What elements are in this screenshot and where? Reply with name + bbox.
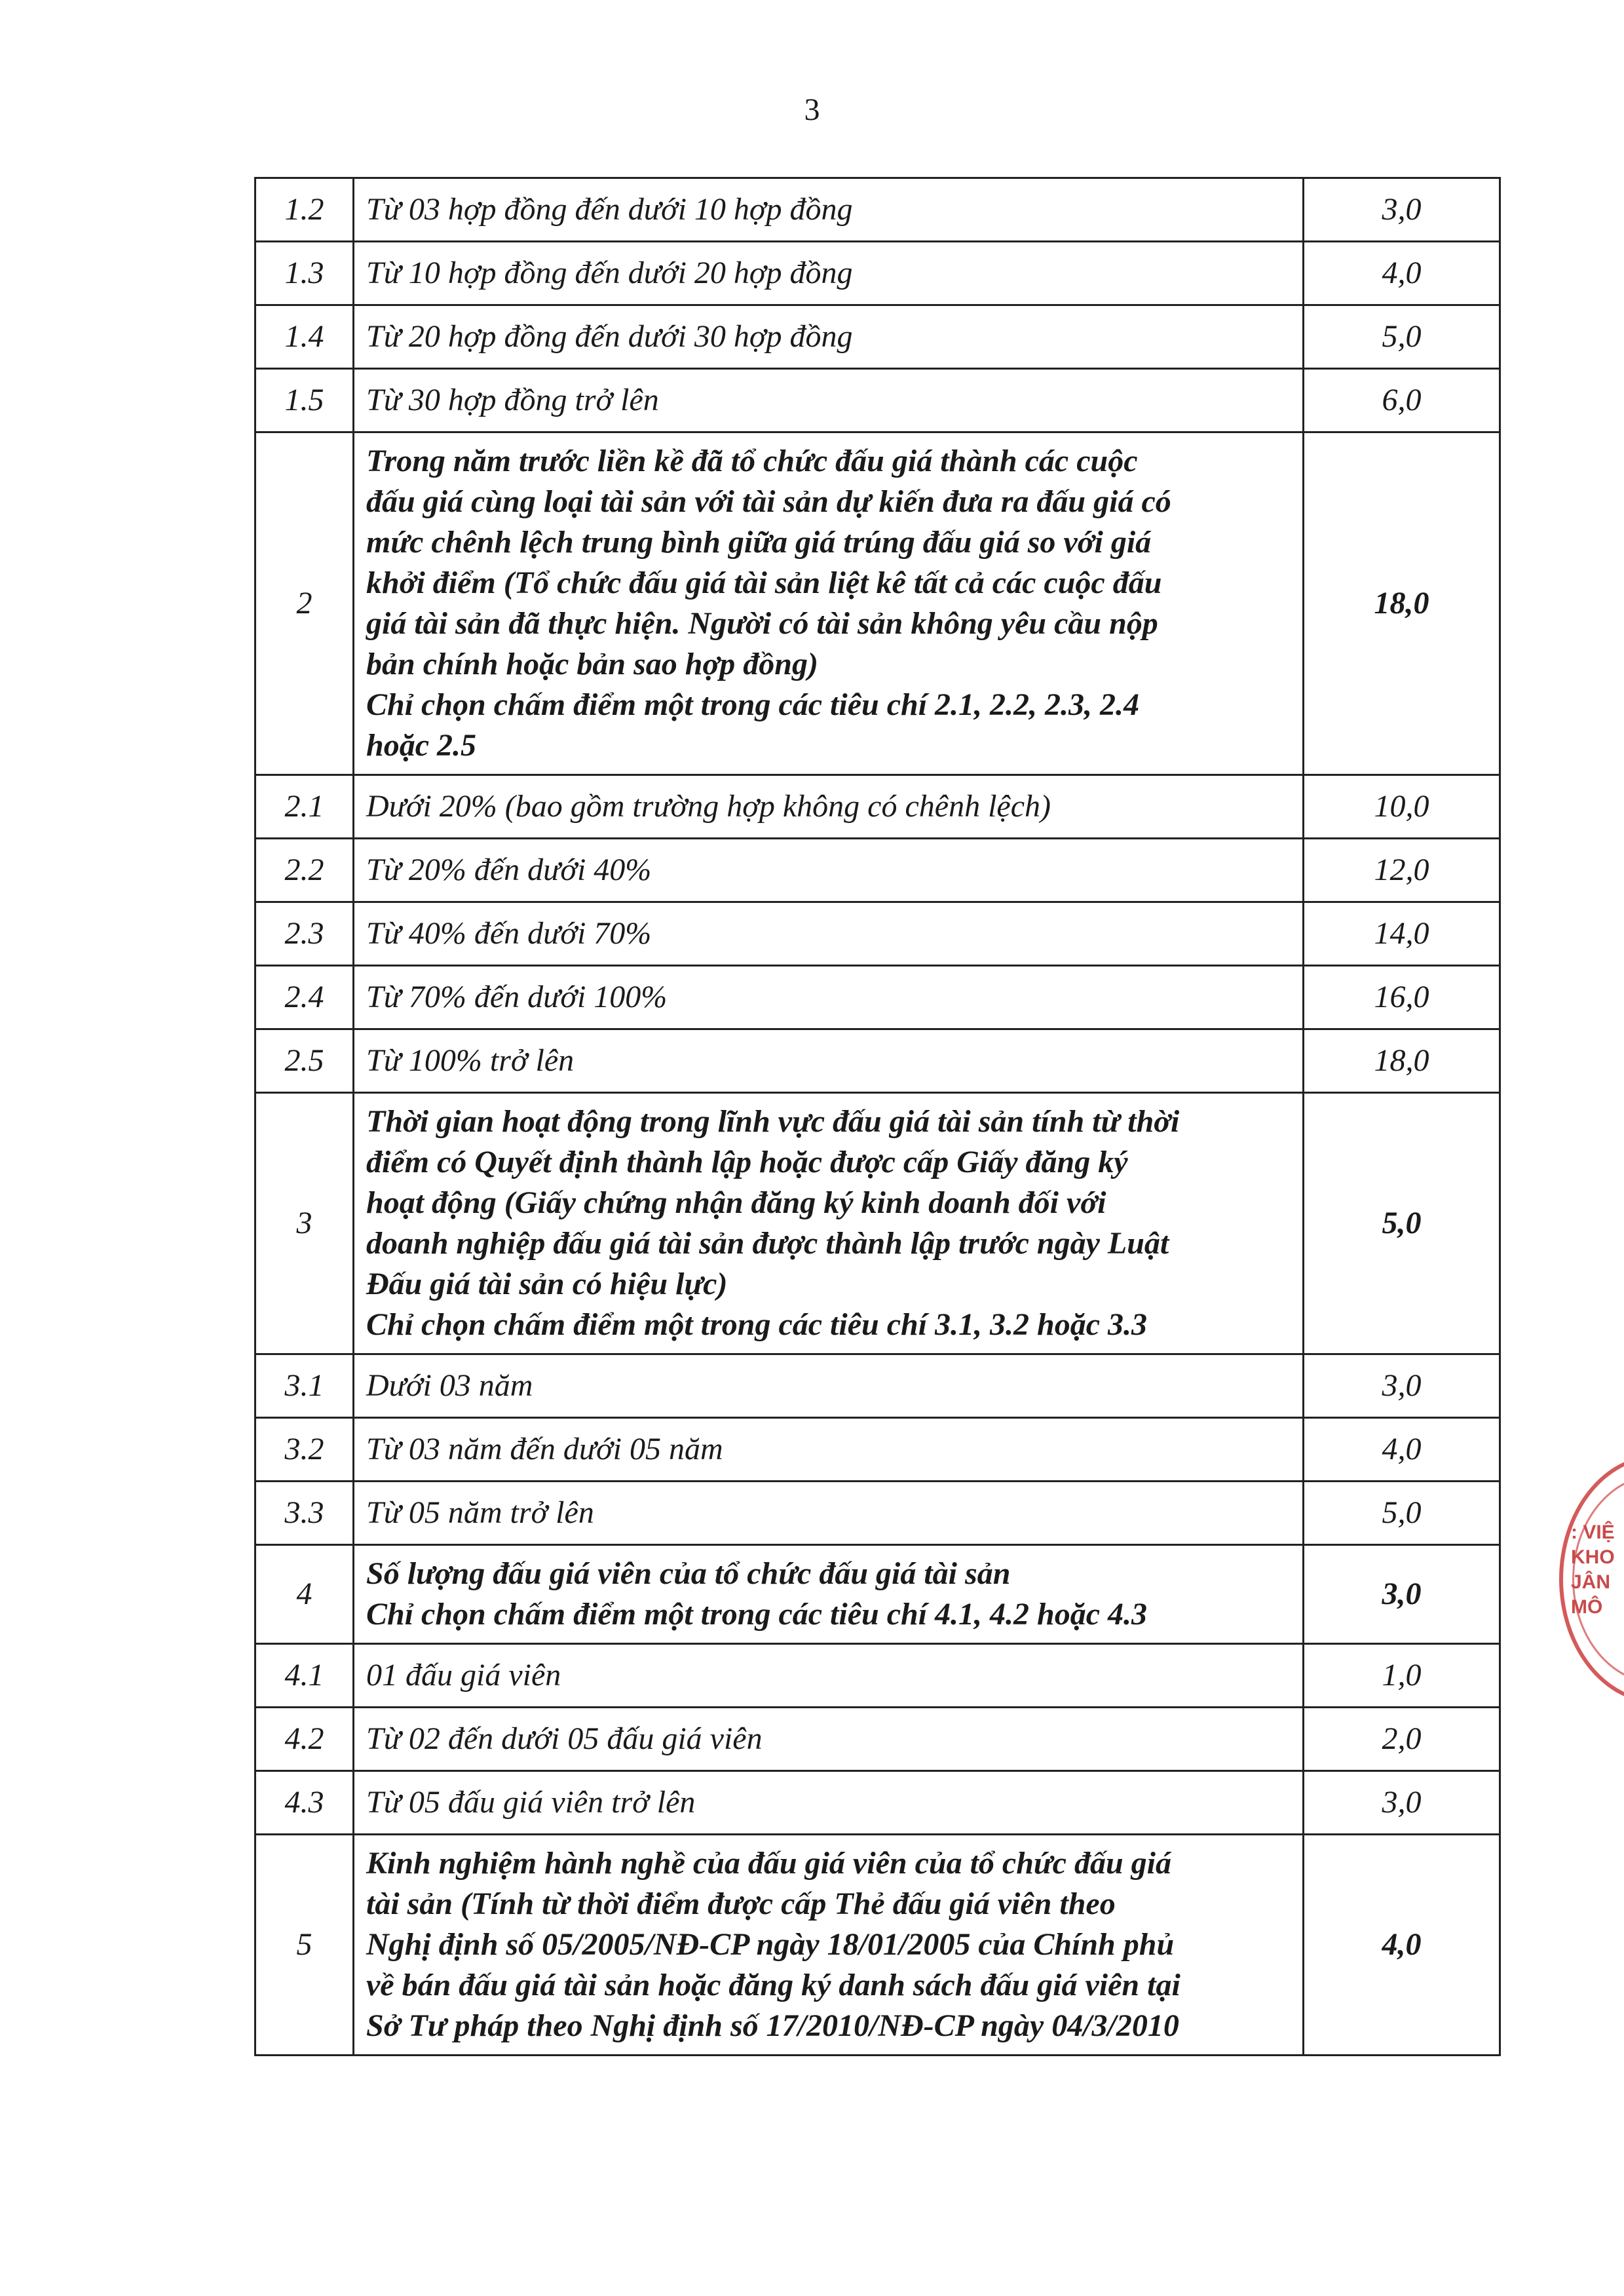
criteria-description bbox=[354, 966, 1304, 1029]
red-seal-stamp bbox=[1559, 1448, 1624, 1710]
criteria-score: 4,0 bbox=[1304, 1835, 1500, 2056]
criteria-description-line: mức chênh lệch trung bình giữa giá trúng đấu giá so với giá bbox=[366, 525, 1152, 560]
criteria-score: 5,0 bbox=[1304, 305, 1500, 369]
criteria-score: 3,0 bbox=[1304, 1354, 1500, 1418]
criteria-score: 3,0 bbox=[1304, 1771, 1500, 1835]
criteria-row bbox=[255, 369, 1500, 432]
criteria-description-line: Số lượng đấu giá viên của tổ chức đấu giá tài sản bbox=[366, 1556, 1011, 1591]
criteria-row bbox=[255, 1545, 1500, 1644]
stamp-text bbox=[1571, 1520, 1615, 1620]
criteria-row bbox=[255, 242, 1500, 305]
criteria-score: 3,0 bbox=[1304, 178, 1500, 242]
criteria-description bbox=[354, 432, 1304, 775]
criteria-table bbox=[254, 177, 1501, 2056]
criteria-description bbox=[354, 1482, 1304, 1545]
criteria-number: 2.1 bbox=[255, 775, 354, 839]
criteria-score: 5,0 bbox=[1304, 1093, 1500, 1354]
criteria-row bbox=[255, 902, 1500, 966]
criteria-number: 5 bbox=[255, 1835, 354, 2056]
criteria-number: 2 bbox=[255, 432, 354, 775]
criteria-number: 3.1 bbox=[255, 1354, 354, 1418]
criteria-score: 16,0 bbox=[1304, 966, 1500, 1029]
criteria-description-line: Chỉ chọn chấm điểm một trong các tiêu chí 3.1, 3.2 hoặc 3.3 bbox=[366, 1307, 1148, 1342]
criteria-description bbox=[354, 1029, 1304, 1093]
criteria-description-line: Từ 10 hợp đồng đến dưới 20 hợp đồng bbox=[366, 256, 853, 290]
page-number: 3 bbox=[804, 92, 820, 127]
criteria-row bbox=[255, 1093, 1500, 1354]
criteria-row bbox=[255, 432, 1500, 775]
criteria-description bbox=[354, 1354, 1304, 1418]
stamp-text-line: KHO bbox=[1571, 1546, 1615, 1568]
criteria-description-line: tài sản (Tính từ thời điểm được cấp Thẻ đấu giá viên theo bbox=[366, 1886, 1116, 1921]
stamp-text-line: : VIỆ bbox=[1571, 1521, 1615, 1543]
criteria-number: 2.2 bbox=[255, 839, 354, 902]
criteria-number: 2.3 bbox=[255, 902, 354, 966]
criteria-score: 5,0 bbox=[1304, 1482, 1500, 1545]
criteria-number: 4.2 bbox=[255, 1708, 354, 1771]
criteria-row bbox=[255, 305, 1500, 369]
criteria-score: 18,0 bbox=[1304, 432, 1500, 775]
criteria-description-line: 01 đấu giá viên bbox=[366, 1658, 561, 1693]
criteria-description bbox=[354, 775, 1304, 839]
criteria-score: 3,0 bbox=[1304, 1545, 1500, 1644]
criteria-number: 3.2 bbox=[255, 1418, 354, 1482]
criteria-row bbox=[255, 1771, 1500, 1835]
criteria-description-line: Từ 05 đấu giá viên trở lên bbox=[366, 1785, 696, 1820]
criteria-number: 2.4 bbox=[255, 966, 354, 1029]
criteria-row bbox=[255, 1482, 1500, 1545]
criteria-description-line: Chỉ chọn chấm điểm một trong các tiêu chí 2.1, 2.2, 2.3, 2.4 bbox=[366, 687, 1140, 722]
criteria-number: 1.3 bbox=[255, 242, 354, 305]
criteria-description bbox=[354, 178, 1304, 242]
criteria-description-line: Từ 05 năm trở lên bbox=[366, 1495, 594, 1530]
criteria-description-line: Trong năm trước liền kề đã tổ chức đấu giá thành các cuộc bbox=[366, 444, 1138, 478]
criteria-description-line: Sở Tư pháp theo Nghị định số 17/2010/NĐ-CP ngày 04/3/2010 bbox=[366, 2008, 1179, 2043]
criteria-description-line: giá tài sản đã thực hiện. Người có tài sản không yêu cầu nộp bbox=[366, 606, 1158, 641]
criteria-row bbox=[255, 1418, 1500, 1482]
criteria-score: 18,0 bbox=[1304, 1029, 1500, 1093]
criteria-score: 6,0 bbox=[1304, 369, 1500, 432]
criteria-description-line: Nghị định số 05/2005/NĐ-CP ngày 18/01/2005 của Chính phủ bbox=[366, 1927, 1175, 1962]
criteria-description bbox=[354, 1418, 1304, 1482]
criteria-number: 1.5 bbox=[255, 369, 354, 432]
criteria-description-line: bản chính hoặc bản sao hợp đồng) bbox=[366, 647, 818, 681]
stamp-text-line: JÂN bbox=[1571, 1571, 1611, 1593]
criteria-row bbox=[255, 1029, 1500, 1093]
criteria-description-line: điểm có Quyết định thành lập hoặc được cấp Giấy đăng ký bbox=[366, 1145, 1128, 1179]
criteria-score: 12,0 bbox=[1304, 839, 1500, 902]
criteria-description bbox=[354, 369, 1304, 432]
criteria-description-line: Từ 02 đến dưới 05 đấu giá viên bbox=[366, 1721, 763, 1756]
stamp-text-line: MÔ bbox=[1571, 1596, 1603, 1618]
criteria-description-line: doanh nghiệp đấu giá tài sản được thành lập trước ngày Luật bbox=[366, 1226, 1169, 1261]
criteria-row bbox=[255, 1835, 1500, 2056]
criteria-description bbox=[354, 902, 1304, 966]
criteria-description-line: Kinh nghiệm hành nghề của đấu giá viên của tổ chức đấu giá bbox=[366, 1846, 1171, 1881]
criteria-description-line: Chỉ chọn chấm điểm một trong các tiêu chí 4.1, 4.2 hoặc 4.3 bbox=[366, 1597, 1148, 1632]
criteria-description-line: đấu giá cùng loại tài sản với tài sản dự kiến đưa ra đấu giá có bbox=[366, 484, 1171, 519]
criteria-description-line: Từ 70% đến dưới 100% bbox=[366, 980, 668, 1014]
criteria-row bbox=[255, 178, 1500, 242]
criteria-description-line: Thời gian hoạt động trong lĩnh vực đấu giá tài sản tính từ thời bbox=[366, 1104, 1180, 1139]
criteria-table-body bbox=[255, 178, 1500, 2056]
criteria-description-line: Từ 03 hợp đồng đến dưới 10 hợp đồng bbox=[366, 192, 853, 227]
criteria-description-line: Từ 20 hợp đồng đến dưới 30 hợp đồng bbox=[366, 319, 853, 354]
criteria-description-line: Dưới 20% (bao gồm trường hợp không có chênh lệch) bbox=[366, 789, 1051, 824]
criteria-number: 4 bbox=[255, 1545, 354, 1644]
criteria-description bbox=[354, 1545, 1304, 1644]
criteria-description bbox=[354, 839, 1304, 902]
criteria-number: 4.3 bbox=[255, 1771, 354, 1835]
criteria-description-line: Từ 30 hợp đồng trở lên bbox=[366, 383, 659, 417]
criteria-description bbox=[354, 1708, 1304, 1771]
criteria-description-line: Dưới 03 năm bbox=[366, 1368, 533, 1403]
criteria-description bbox=[354, 1644, 1304, 1708]
criteria-description bbox=[354, 1835, 1304, 2056]
criteria-score: 14,0 bbox=[1304, 902, 1500, 966]
criteria-score: 2,0 bbox=[1304, 1708, 1500, 1771]
criteria-score: 10,0 bbox=[1304, 775, 1500, 839]
criteria-number: 3.3 bbox=[255, 1482, 354, 1545]
criteria-score: 4,0 bbox=[1304, 242, 1500, 305]
criteria-description-line: khởi điểm (Tổ chức đấu giá tài sản liệt kê tất cả các cuộc đấu bbox=[366, 565, 1162, 600]
criteria-number: 1.2 bbox=[255, 178, 354, 242]
criteria-row bbox=[255, 1708, 1500, 1771]
criteria-description-line: Đấu giá tài sản có hiệu lực) bbox=[366, 1267, 728, 1301]
criteria-description-line: Từ 40% đến dưới 70% bbox=[366, 916, 652, 951]
criteria-description-line: hoặc 2.5 bbox=[366, 728, 476, 763]
criteria-number: 3 bbox=[255, 1093, 354, 1354]
criteria-description-line: Từ 100% trở lên bbox=[366, 1043, 575, 1078]
criteria-description-line: Từ 20% đến dưới 40% bbox=[366, 852, 652, 887]
criteria-score: 4,0 bbox=[1304, 1418, 1500, 1482]
criteria-score: 1,0 bbox=[1304, 1644, 1500, 1708]
criteria-row bbox=[255, 966, 1500, 1029]
criteria-number: 1.4 bbox=[255, 305, 354, 369]
criteria-description-line: về bán đấu giá tài sản hoặc đăng ký danh sách đấu giá viên tại bbox=[366, 1968, 1180, 2002]
criteria-description bbox=[354, 242, 1304, 305]
criteria-description bbox=[354, 305, 1304, 369]
criteria-row bbox=[255, 1354, 1500, 1418]
criteria-row bbox=[255, 775, 1500, 839]
criteria-number: 2.5 bbox=[255, 1029, 354, 1093]
criteria-description-line: hoạt động (Giấy chứng nhận đăng ký kinh doanh đối với bbox=[366, 1185, 1106, 1220]
criteria-row bbox=[255, 839, 1500, 902]
criteria-number: 4.1 bbox=[255, 1644, 354, 1708]
criteria-description bbox=[354, 1771, 1304, 1835]
criteria-description-line: Từ 03 năm đến dưới 05 năm bbox=[366, 1432, 723, 1466]
criteria-description bbox=[354, 1093, 1304, 1354]
criteria-row bbox=[255, 1644, 1500, 1708]
